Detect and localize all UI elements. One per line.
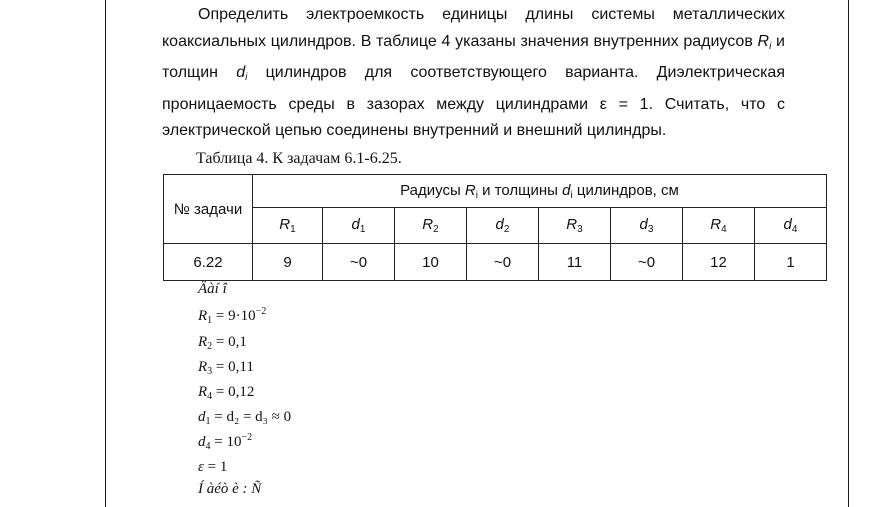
- column-header: [539, 208, 611, 244]
- given-line: [198, 332, 247, 352]
- table-cell: 10: [395, 244, 467, 281]
- given-line: [198, 432, 252, 452]
- col-sym: d: [351, 216, 360, 233]
- column-header: [611, 208, 683, 244]
- group-header-d-sub: i: [570, 189, 573, 201]
- col-sub: 1: [359, 224, 366, 235]
- given-symbol: R: [198, 384, 208, 400]
- table-cell: 11: [539, 244, 611, 281]
- para-line-3-d: цилиндров для соответствующего варианта. Диэлектрическая: [247, 64, 785, 81]
- given-symbol: R: [198, 308, 208, 324]
- given-value: = 0,12: [212, 384, 255, 400]
- col-sym: R: [566, 216, 578, 233]
- para-line-4: проницаемость среды в зазорах между цилиндрами ε = 1. Считать, что с: [162, 95, 785, 113]
- given-symbol: ε: [198, 459, 204, 475]
- given-value: = 0,1: [212, 334, 247, 350]
- column-header: [253, 208, 323, 244]
- group-header-r-sub: i: [475, 189, 478, 201]
- radius-symbol: R: [757, 32, 770, 50]
- group-header-r: R: [464, 181, 476, 199]
- data-table: [163, 174, 827, 281]
- col-sym: d: [495, 216, 504, 233]
- column-header: [467, 208, 539, 244]
- para-line-2: коаксиальных цилиндров. В таблице 4 указаны значения внутренних радиусов: [162, 32, 753, 50]
- column-header: [323, 208, 395, 244]
- given-subscript: 3: [207, 366, 213, 377]
- group-header-text-b: и толщины: [478, 181, 563, 199]
- col-sub: 3: [577, 224, 583, 235]
- find-line: Í àéò è : Ñ: [198, 481, 262, 497]
- given-subscript: 1: [207, 315, 213, 326]
- given-subscript: 1: [205, 416, 211, 427]
- para-line-5: электрической цепью соединены внутренний и внешний цилиндры.: [162, 122, 667, 139]
- column-header: [395, 208, 467, 244]
- given-value: = 9·10: [212, 308, 256, 324]
- given-symbol: R: [198, 334, 208, 350]
- radius-subscript: i: [769, 40, 772, 52]
- table-caption: Таблица 4. К задачам 6.1-6.25.: [196, 150, 402, 167]
- given-header: Äàí î: [198, 281, 227, 297]
- col-sub: 2: [503, 224, 510, 235]
- given-subscript: 4: [207, 391, 213, 402]
- given-line: [198, 306, 266, 326]
- task-number-header: № задачи: [164, 175, 253, 244]
- given-line: [198, 382, 254, 402]
- table-cell: 12: [683, 244, 755, 281]
- given-value: = 10: [210, 434, 242, 450]
- col-sub: 2: [433, 224, 439, 235]
- given-subscript: 4: [205, 441, 211, 452]
- col-sub: 1: [290, 224, 296, 235]
- group-header: [253, 175, 827, 208]
- para-line-1: Определить электроемкость единицы длины системы металлических: [198, 6, 785, 23]
- left-margin-rule: [105, 0, 106, 507]
- thickness-subscript: i: [245, 72, 248, 83]
- given-symbol: R: [198, 359, 208, 375]
- given-symbol: d: [198, 409, 206, 425]
- para-line-3-b: и толщин: [162, 32, 785, 81]
- given-line: [198, 407, 291, 427]
- table-cell: ~0: [323, 244, 395, 281]
- group-header-d: d: [562, 181, 571, 199]
- given-value: = d₂ = d₃ ≈ 0: [210, 409, 292, 425]
- table-cell: 1: [755, 244, 827, 281]
- col-sub: 4: [721, 224, 727, 235]
- col-sym: d: [783, 216, 792, 233]
- task-number-cell: 6.22: [164, 244, 253, 281]
- given-symbol: d: [198, 434, 206, 450]
- table-cell: ~0: [467, 244, 539, 281]
- given-value: = 1: [203, 459, 228, 475]
- col-sym: R: [710, 216, 722, 233]
- column-header: [755, 208, 827, 244]
- given-subscript: 2: [207, 341, 213, 352]
- given-value: = 0,11: [212, 359, 254, 375]
- col-sub: 4: [791, 224, 798, 235]
- group-header-text-a: Радиусы: [400, 181, 465, 199]
- given-exponent: −2: [241, 432, 253, 443]
- right-margin-rule: [848, 0, 849, 507]
- col-sym: d: [639, 216, 648, 233]
- problem-statement: [162, 2, 785, 145]
- col-sym: R: [422, 216, 434, 233]
- table-cell: 9: [253, 244, 323, 281]
- given-exponent: −2: [255, 306, 267, 317]
- col-sub: 3: [647, 224, 654, 235]
- col-sym: R: [279, 216, 291, 233]
- given-line: [198, 457, 227, 477]
- thickness-symbol: d: [236, 64, 246, 81]
- given-line: [198, 357, 254, 377]
- group-header-text-c: цилиндров, см: [572, 181, 679, 199]
- column-header: [683, 208, 755, 244]
- table-cell: ~0: [611, 244, 683, 281]
